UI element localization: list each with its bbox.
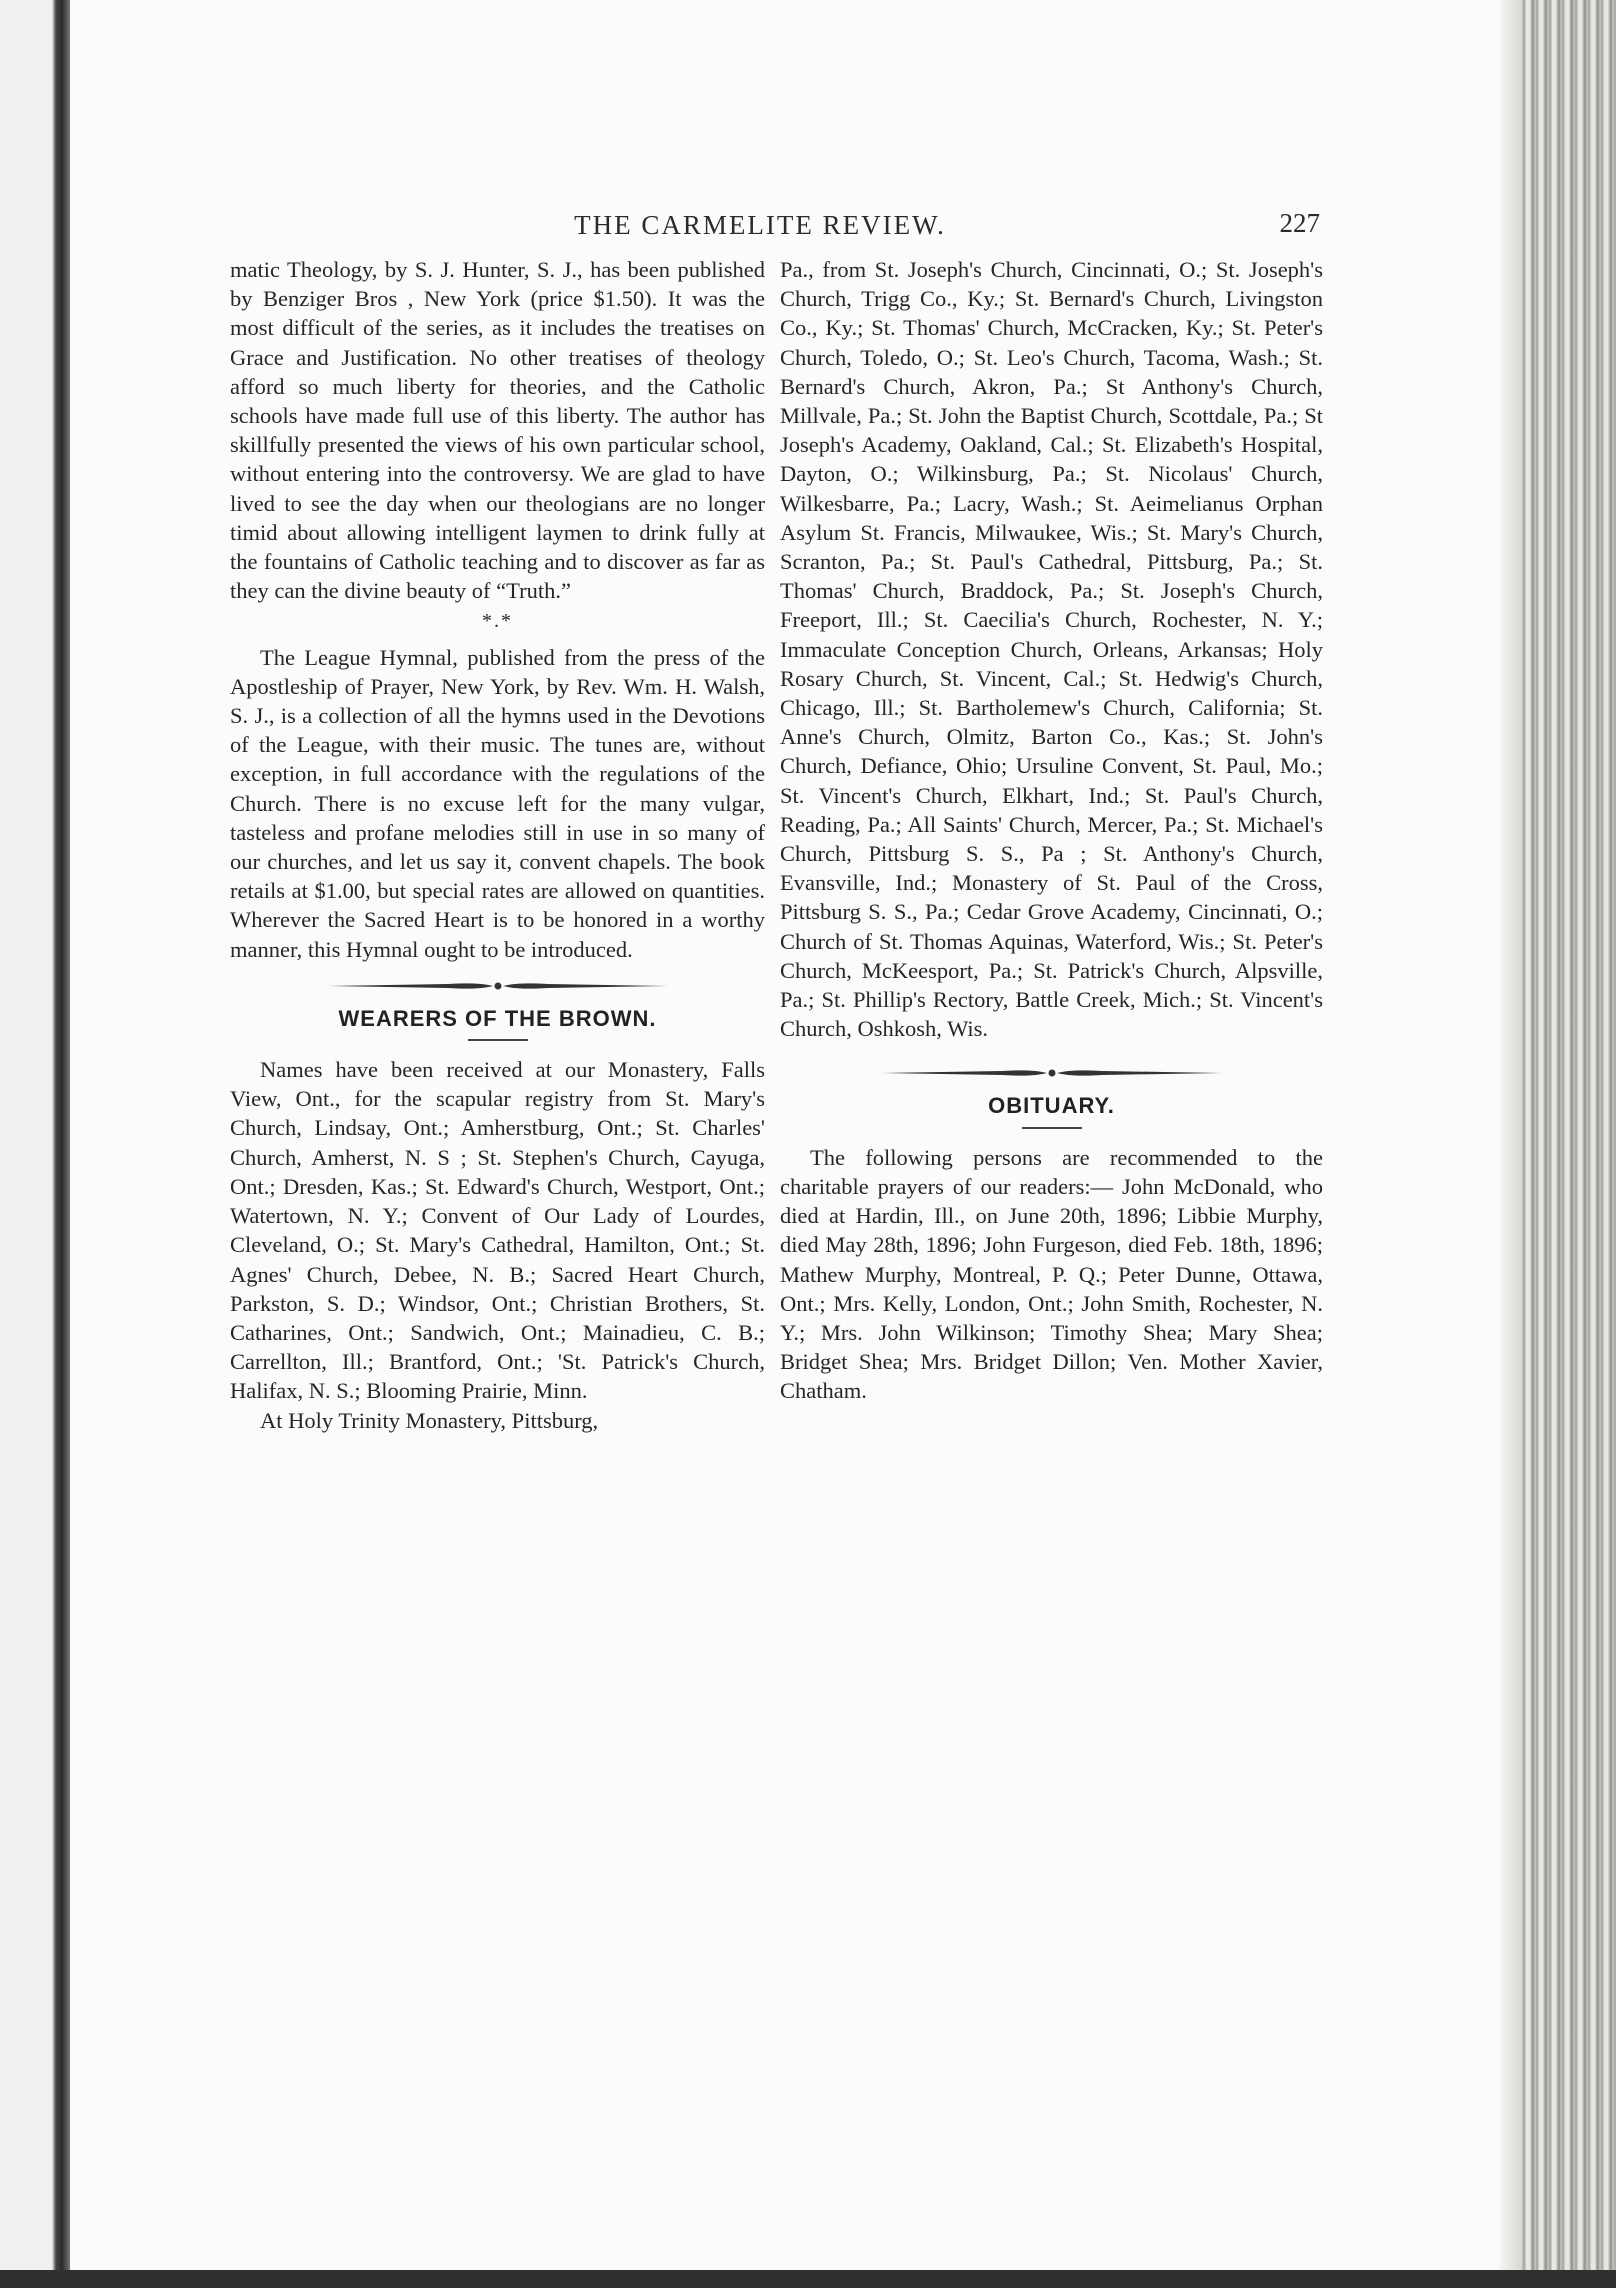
section-separator-stars: *.* [482, 610, 513, 633]
ornament-divider-icon [882, 1065, 1222, 1081]
obituary-heading: OBITUARY. [988, 1093, 1115, 1119]
wearers-paragraph: Names have been received at our Monastery, Falls View, Ont., for the scapular registry from St. Mary's Church, Lindsay, Ont.; Amherstburg, Ont.; St. Charles' Church, Amherst, N. S ; St. Stephen's Church, Cayuga, Ont.; Dresden, Kas.; St. Edward's Church, Westport, Ont.; Watertown, N. Y.; Convent of Our Lady of Lourdes, Cleveland, O.; St. Mary's Cathedral, Hamilton, Ont.; St. Agnes' Church, Debee, N. B.; Sacred Heart Church, Parkston, S. D.; Windsor, Ont.; Christian Brothers, St. Catharines, Ont.; Sandwich, Ont.; Mainadieu, C. B.; Carrellton, Ill.; Brantford, Ont.; 'St. Patrick's Church, Halifax, N. S.; Blooming Prairie, Minn. [230, 1057, 765, 1404]
page-number: 227 [1279, 208, 1320, 238]
book-spine-edge [1500, 0, 1616, 2288]
right-column [780, 255, 1323, 1406]
heading-rule [1022, 1127, 1082, 1129]
review-hymnal-paragraph: The League Hymnal, published from the press of the Apostleship of Prayer, New York, by Rev. Wm. H. Walsh, S. J., is a collection of all the hymns used in the Devotions of the League, with their music. The tunes are, without exception, in full accordance with the regulations of the Church. There is no excuse left for the many vulgar, tasteless and profane melodies still in use in so many of our churches, and let us say it, convent chapels. The book retails at $1.00, but special rates are allowed on quantities. Wherever the Sacred Heart is to be honored in a worthy manner, this Hymnal ought to be introduced. [230, 644, 765, 962]
left-column [230, 255, 765, 1435]
review-theology-paragraph: matic Theology, by S. J. Hunter, S. J., has been published by Benziger Bros , New York (price $1.50). It was the most difficult of the series, as it includes the treatises on Grace and Justification. No other treatises of theology afford so much liberty for theories, and the Catholic schools have made full use of this liberty. The author has skillfully presented the views of his own particular school, without entering into the controversy. We are glad to have lived to see the day when our theologians are no longer timid about allowing intelligent laymen to drink fully at the fountains of Catholic teaching and to discover as far as they can the divine beauty of “Truth.” [230, 257, 765, 604]
scan-bottom-edge [0, 2270, 1616, 2288]
ornament-divider-icon [328, 978, 668, 994]
heading-rule [468, 1039, 528, 1041]
obituary-paragraph: The following persons are recommended to the charitable prayers of our readers:— John McDonald, who died at Hardin, Ill., on June 20th, 1896; Libbie Murphy, died May 28th, 1896; John Furgeson, died Feb. 18th, 1896; Mathew Murphy, Montreal, P. Q.; Peter Dunne, Ottawa, Ont.; Mrs. Kelly, London, Ont.; John Smith, Rochester, N. Y.; Mrs. John Wilkinson; Timothy Shea; Mary Shea; Bridget Shea; Mrs. Bridget Dillon; Ven. Mother Xavier, Chatham. [780, 1144, 1323, 1404]
scan-left-edge [0, 0, 70, 2288]
wearers-heading: WEARERS OF THE BROWN. [338, 1005, 657, 1031]
wearers-continued-paragraph: Pa., from St. Joseph's Church, Cincinnati, O.; St. Joseph's Church, Trigg Co., Ky.; St. Bernard's Church, Livingston Co., Ky.; St. Thomas' Church, McCracken, Ky.; St. Peter's Church, Toledo, O.; St. Leo's Church, Tacoma, Wash.; St. Bernard's Church, Akron, Pa.; St Anthony's Church, Millvale, Pa.; St. John the Baptist Church, Scottdale, Pa.; St Joseph's Academy, Oakland, Cal.; St. Elizabeth's Hospital, Dayton, O.; Wilkinsburg, Pa.; St. Nicolaus' Church, Wilkesbarre, Pa.; Lacry, Wash.; St. Aeimelianus Orphan Asylum St. Francis, Milwaukee, Wis.; St. Mary's Church, Scranton, Pa.; St. Paul's Cathedral, Pittsburg, Pa.; St. Thomas' Church, Braddock, Pa.; St. Joseph's Church, Freeport, Ill.; St. Caecilia's Church, Rochester, N. Y.; Immaculate Conception Church, Orleans, Arkansas; Holy Rosary Church, St. Vincent, Cal.; St. Hedwig's Church, Chicago, Ill.; St. Bartholemew's Church, California; St. Anne's Church, Olmitz, Barton Co., Kas.; St. John's Church, Defiance, Ohio; Ursuline Convent, St. Paul, Mo.; St. Vincent's Church, Elkhart, Ind.; St. Paul's Church, Reading, Pa.; All Saints' Church, Mercer, Pa.; St. Michael's Church, Pittsburg S. S., Pa ; St. Anthony's Church, Evansville, Ind.; Monastery of St. Paul of the Cross, Pittsburg S. S., Pa.; Cedar Grove Academy, Cincinnati, O.; Church of St. Thomas Aquinas, Waterford, Wis.; St. Peter's Church, McKeesport, Pa.; St. Patrick's Church, Alpsville, Pa.; St. Phillip's Rectory, Battle Creek, Mich.; St. Vincent's Church, Oshkosh, Wis. [780, 257, 1323, 1042]
monastery-paragraph: At Holy Trinity Monastery, Pittsburg, [260, 1407, 599, 1433]
running-header: THE CARMELITE REVIEW. [574, 210, 946, 240]
